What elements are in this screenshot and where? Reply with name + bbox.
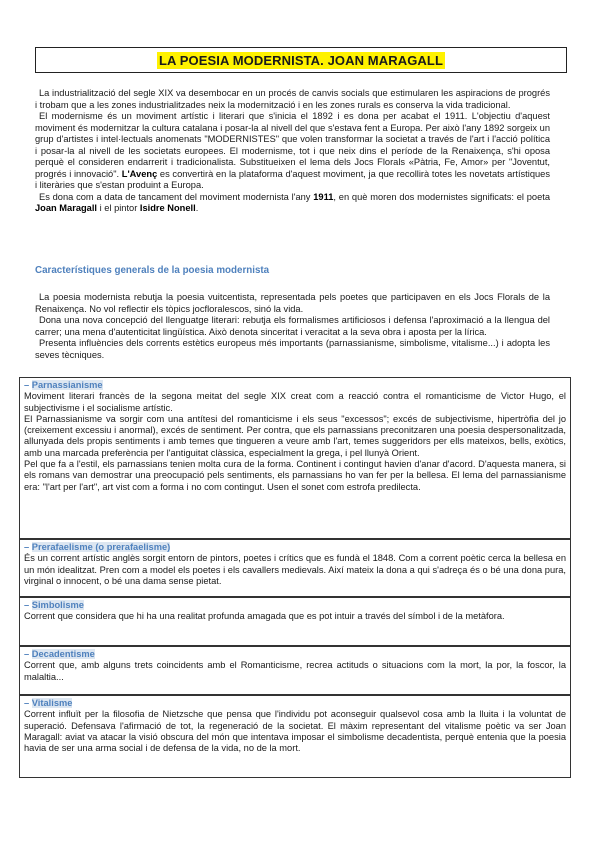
intro-paragraph-1: La industrialització del segle XIX va desembocar en un procés de canvis socials que estimularen les aspiracions de progrés i trobam que a les zones industrialitzades neix la modernització i en les zones rurals es conserva la vida tradicional.	[35, 88, 550, 110]
box-paragraph: Corrent que considera que hi ha una realitat profunda amagada que es pot intuir a través del símbol i de la metàfora.	[24, 611, 505, 622]
intro-paragraph-3: Es dona com a data de tancament del moviment modernista l'any 1911, en què moren dos modernistes significats: el poeta Joan Maragall i el pintor Isidre Nonell.	[35, 191, 550, 213]
box-paragraph: Moviment literari francès de la segona meitat del segle XIX creat com a reacció contra el romanticisme de Victor Hugo, el subjectivisme i el socialisme artístic.	[24, 391, 566, 413]
box-paragraph: Pel que fa a l'estil, els parnassians tenien molta cura de la forma. Continent i contingut havien d'anar d'acord. D'aquesta manera, si els romans van demostrar una preocupació pels sentiments, els parnassians ho van fer per la bellesa. El lema del parnassianisme era: "l'art per l'art", art vist com a forma i no com contingut. Usen el sonet com estrofa predilecta.	[24, 459, 566, 492]
box-heading: – Vitalisme	[24, 698, 73, 708]
section-heading: Característiques generals de la poesia modernista	[35, 265, 270, 276]
feature-paragraph-1: La poesia modernista rebutja la poesia vuitcentista, representada pels poetes que participaven en els Jocs Florals de la Renaixença. No vol reflectir els tòpics jocfloralescos, sinó la vida.	[35, 292, 550, 314]
end-year: 1911	[313, 191, 334, 202]
box-heading: – Decadentisme	[24, 649, 95, 659]
title-box	[35, 47, 567, 73]
box-paragraph: És un corrent artístic anglès sorgit entorn de pintors, poetes i crítics que es fundà el 1848. Com a corrent poètic cerca la bellesa en un món idealitzat. Pren com a model els poetes i els cavallers medievals. Així mateix la dona a qui s'adreça és o bé una dona pura, virginal o innocent, o bé una dama sense pietat.	[24, 553, 566, 586]
box-paragraph: El Parnassianisme va sorgir com una antítesi del romanticisme i els seus "excessos"; excés de subjectivisme, hipertròfia del jo (creixement excessiu i anormal), excés de sentiment. Per contra, que els parnassians preconitzaren una poesia despersonalitzada, allunyada dels propis sentiments i amb temes que tingueren a veure amb l'art, temes suggeridors per ells mateixos, bells, exòtics, amb una marcada preferència per l'antiguitat clàssica, especialment la grega, i pel llunyà Orient.	[24, 413, 566, 458]
box-heading: – Simbolisme	[24, 600, 84, 610]
feature-paragraph-2: Dona una nova concepció del llenguatge literari: rebutja els formalismes artificiosos i defensa l'aproximació a la llengua del carrer; una mena d'autenticitat lingüística. Això denota sinceritat i veracitat a la seva obra i aposta per la lírica.	[35, 315, 550, 337]
poet-name: Joan Maragall	[35, 203, 98, 213]
avenc-name: L'Avenç	[121, 168, 158, 179]
box-parnassianisme	[19, 377, 571, 539]
box-decadentisme	[19, 646, 571, 695]
box-heading: – Prerafaelisme (o prerafaelisme)	[24, 542, 171, 552]
painter-name: Isidre Nonell	[139, 203, 196, 213]
feature-paragraph-3: Presenta influències dels corrents estètics europeus més importants (parnassianisme, simbolisme, vitalisme...) i adopta les seves tècniques.	[35, 338, 550, 360]
intro-paragraph-2: El modernisme és un moviment artístic i literari que s'inicia el 1892 i es dona per acabat el 1911. L'objectiu d'aquest moviment és modernitzar la cultura catalana i posar-la al nivell del que s'estava fent a Europa. Per això l'any 1892 sorgeix un grup d'artistes i intel·lectuals anomenats "MODERNISTES" que volen transformar la societat a través de l'art i l'acció política i posar-la al nivell de les societats europees. El modernisme, tot i que neix dins el període de la Renaixença, s'hi oposa perquè el consideren endarrerit i tradicionalista. Substitueixen el lema dels Jocs Florals «Pàtria, Fe, Amor» per "Joventut, progrés i innovació". L'Avenç es convertirà en la plataforma d'aquest moviment, ja que recollirà totes les novetats artístiques i literàries que s'estan produint a Europa.	[35, 111, 550, 190]
box-paragraph: Corrent influït per la filosofia de Nietzsche que pensa que l'individu pot aconseguir qualsevol cosa amb la lluita i la voluntat de superació. Defensava l'afirmació de tot, la regeneració de la societat. El màxim representant del vitalisme poètic va ser Joan Maragall: aviat va atacar la visió obscura del món que intentava imposar el simbolisme decadentista, perquè entenia que la poesia havia de ser una arma social i de defensa de la vida, no de la mort.	[24, 709, 566, 754]
intro-section	[35, 88, 550, 215]
features-section	[35, 292, 550, 361]
box-vitalisme	[19, 695, 571, 778]
box-simbolisme	[19, 597, 571, 646]
box-paragraph: Corrent que, amb alguns trets coincidents amb el Romanticisme, recrea actituds o situacions com la mort, la por, la foscor, la malaltia...	[24, 660, 566, 682]
box-prerafaelisme	[19, 539, 571, 597]
page-title: LA POESIA MODERNISTA. JOAN MARAGALL	[159, 52, 443, 68]
box-heading: – Parnassianisme	[24, 380, 103, 390]
